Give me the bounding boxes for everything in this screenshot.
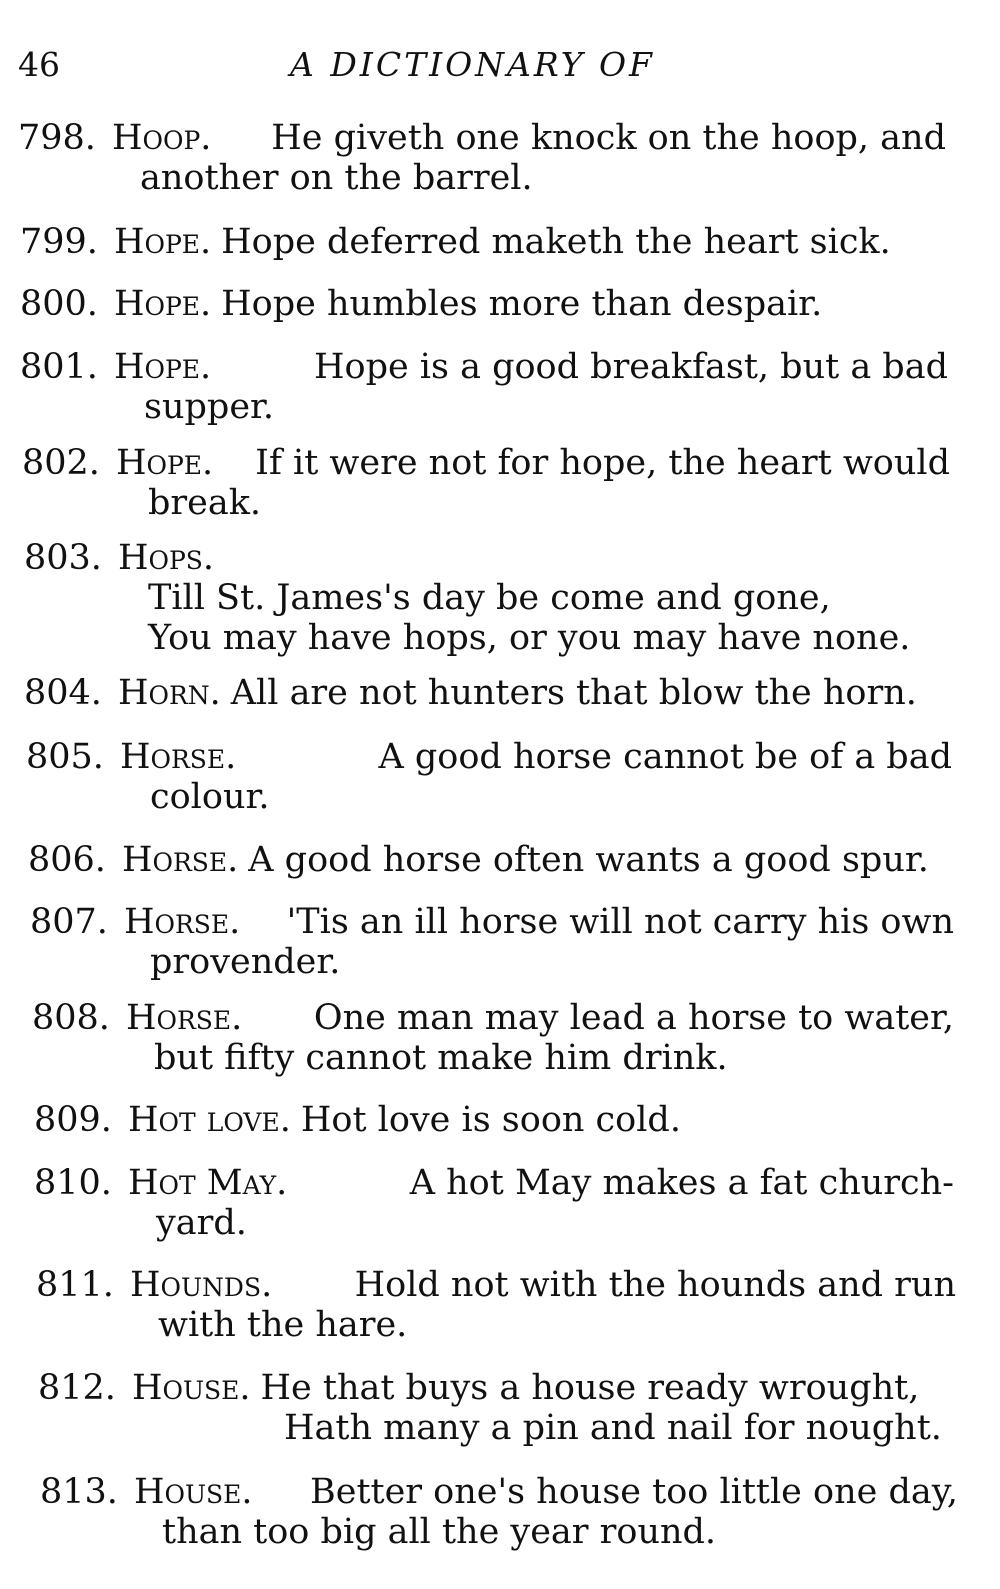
entry-813 — [40, 1472, 958, 1552]
entry-812 — [38, 1368, 942, 1448]
entry-number: 800. — [20, 284, 98, 324]
entry-text: One man may lead a horse to water, — [313, 998, 954, 1038]
entry-804 — [24, 673, 917, 713]
entry-headword: House. — [133, 1472, 253, 1512]
entry-text: A good horse often wants a good spur. — [248, 840, 929, 880]
entry-801 — [20, 347, 948, 427]
entry-continuation: with the hare. — [158, 1305, 408, 1345]
entry-799 — [20, 222, 891, 262]
entry-803 — [24, 538, 910, 658]
entry-continuation: provender. — [150, 942, 341, 982]
verse-line: Till St. James's day be come and gone, — [148, 578, 831, 618]
entry-headword: Hounds. — [129, 1265, 273, 1305]
entry-text: A hot May makes a fat church- — [409, 1163, 954, 1203]
entry-number: 799. — [20, 222, 98, 262]
entry-text: He giveth one knock on the hoop, and — [271, 118, 946, 158]
entry-805 — [26, 737, 952, 817]
entry-headword: Horse. — [125, 998, 243, 1038]
entry-continuation: but fifty cannot make him drink. — [154, 1038, 728, 1078]
entry-number: 806. — [28, 840, 106, 880]
entry-text: Hope humbles more than despair. — [221, 284, 823, 324]
entry-number: 804. — [24, 673, 102, 713]
entry-number: 813. — [40, 1472, 118, 1512]
entry-806 — [28, 840, 929, 880]
entry-headword: Horn. — [117, 673, 221, 713]
entry-number: 805. — [26, 737, 104, 777]
entry-headword: Hope. — [113, 347, 212, 387]
entry-headword: Hot love. — [127, 1100, 291, 1140]
entry-continuation: colour. — [150, 777, 270, 817]
entry-text: If it were not for hope, the heart would — [255, 443, 950, 483]
entry-798 — [18, 118, 946, 198]
entry-headword: Horse. — [121, 840, 239, 880]
entry-number: 812. — [38, 1368, 116, 1408]
entry-number: 807. — [30, 902, 108, 942]
entry-807 — [30, 902, 954, 982]
entry-810 — [34, 1163, 954, 1243]
entry-811 — [36, 1265, 956, 1345]
entry-headword: Hope. — [113, 222, 212, 262]
entry-802 — [22, 443, 950, 523]
entry-text: 'Tis an ill horse will not carry his own — [286, 902, 954, 942]
entry-text: Hold not with the hounds and run — [354, 1265, 956, 1305]
entry-number: 810. — [34, 1163, 112, 1203]
entry-headword: Hope. — [113, 284, 212, 324]
entry-headword: Hoop. — [111, 118, 212, 158]
entry-headword: Horse. — [123, 902, 241, 942]
entry-number: 798. — [18, 118, 96, 158]
page-number: 46 — [18, 45, 60, 84]
entry-808 — [32, 998, 954, 1078]
entry-800 — [20, 284, 822, 324]
running-title: A DICTIONARY OF — [290, 45, 655, 84]
entry-headword: House. — [131, 1368, 251, 1408]
entry-headword: Horse. — [119, 737, 237, 777]
entry-text: A good horse cannot be of a bad — [378, 737, 952, 777]
entry-text: Better one's house too little one day, — [310, 1472, 958, 1512]
entry-text: Hope is a good breakfast, but a bad — [313, 347, 948, 387]
verse-line: You may have hops, or you may have none. — [148, 618, 911, 658]
entry-continuation: another on the barrel. — [140, 158, 533, 198]
entry-text: All are not hunters that blow the horn. — [230, 673, 917, 713]
entry-continuation: than too big all the year round. — [162, 1512, 717, 1552]
entry-text: Hope deferred maketh the heart sick. — [221, 222, 891, 262]
entry-809 — [34, 1100, 681, 1140]
entry-number: 811. — [36, 1265, 114, 1305]
entry-number: 809. — [34, 1100, 112, 1140]
entry-headword: Hope. — [115, 443, 214, 483]
entry-headword: Hot May. — [127, 1163, 288, 1203]
verse-line: Hath many a pin and nail for nought. — [284, 1408, 942, 1448]
entry-continuation: break. — [148, 483, 262, 523]
entry-number: 801. — [20, 347, 98, 387]
entry-continuation: yard. — [156, 1203, 247, 1243]
entry-number: 803. — [24, 538, 102, 578]
entry-text: He that buys a house ready wrought, — [260, 1368, 920, 1408]
entry-text: Hot love is soon cold. — [300, 1100, 681, 1140]
entry-continuation: supper. — [144, 387, 275, 427]
entry-headword: Hops. — [117, 538, 215, 578]
entry-number: 808. — [32, 998, 110, 1038]
entry-number: 802. — [22, 443, 100, 483]
page-header — [18, 40, 958, 90]
